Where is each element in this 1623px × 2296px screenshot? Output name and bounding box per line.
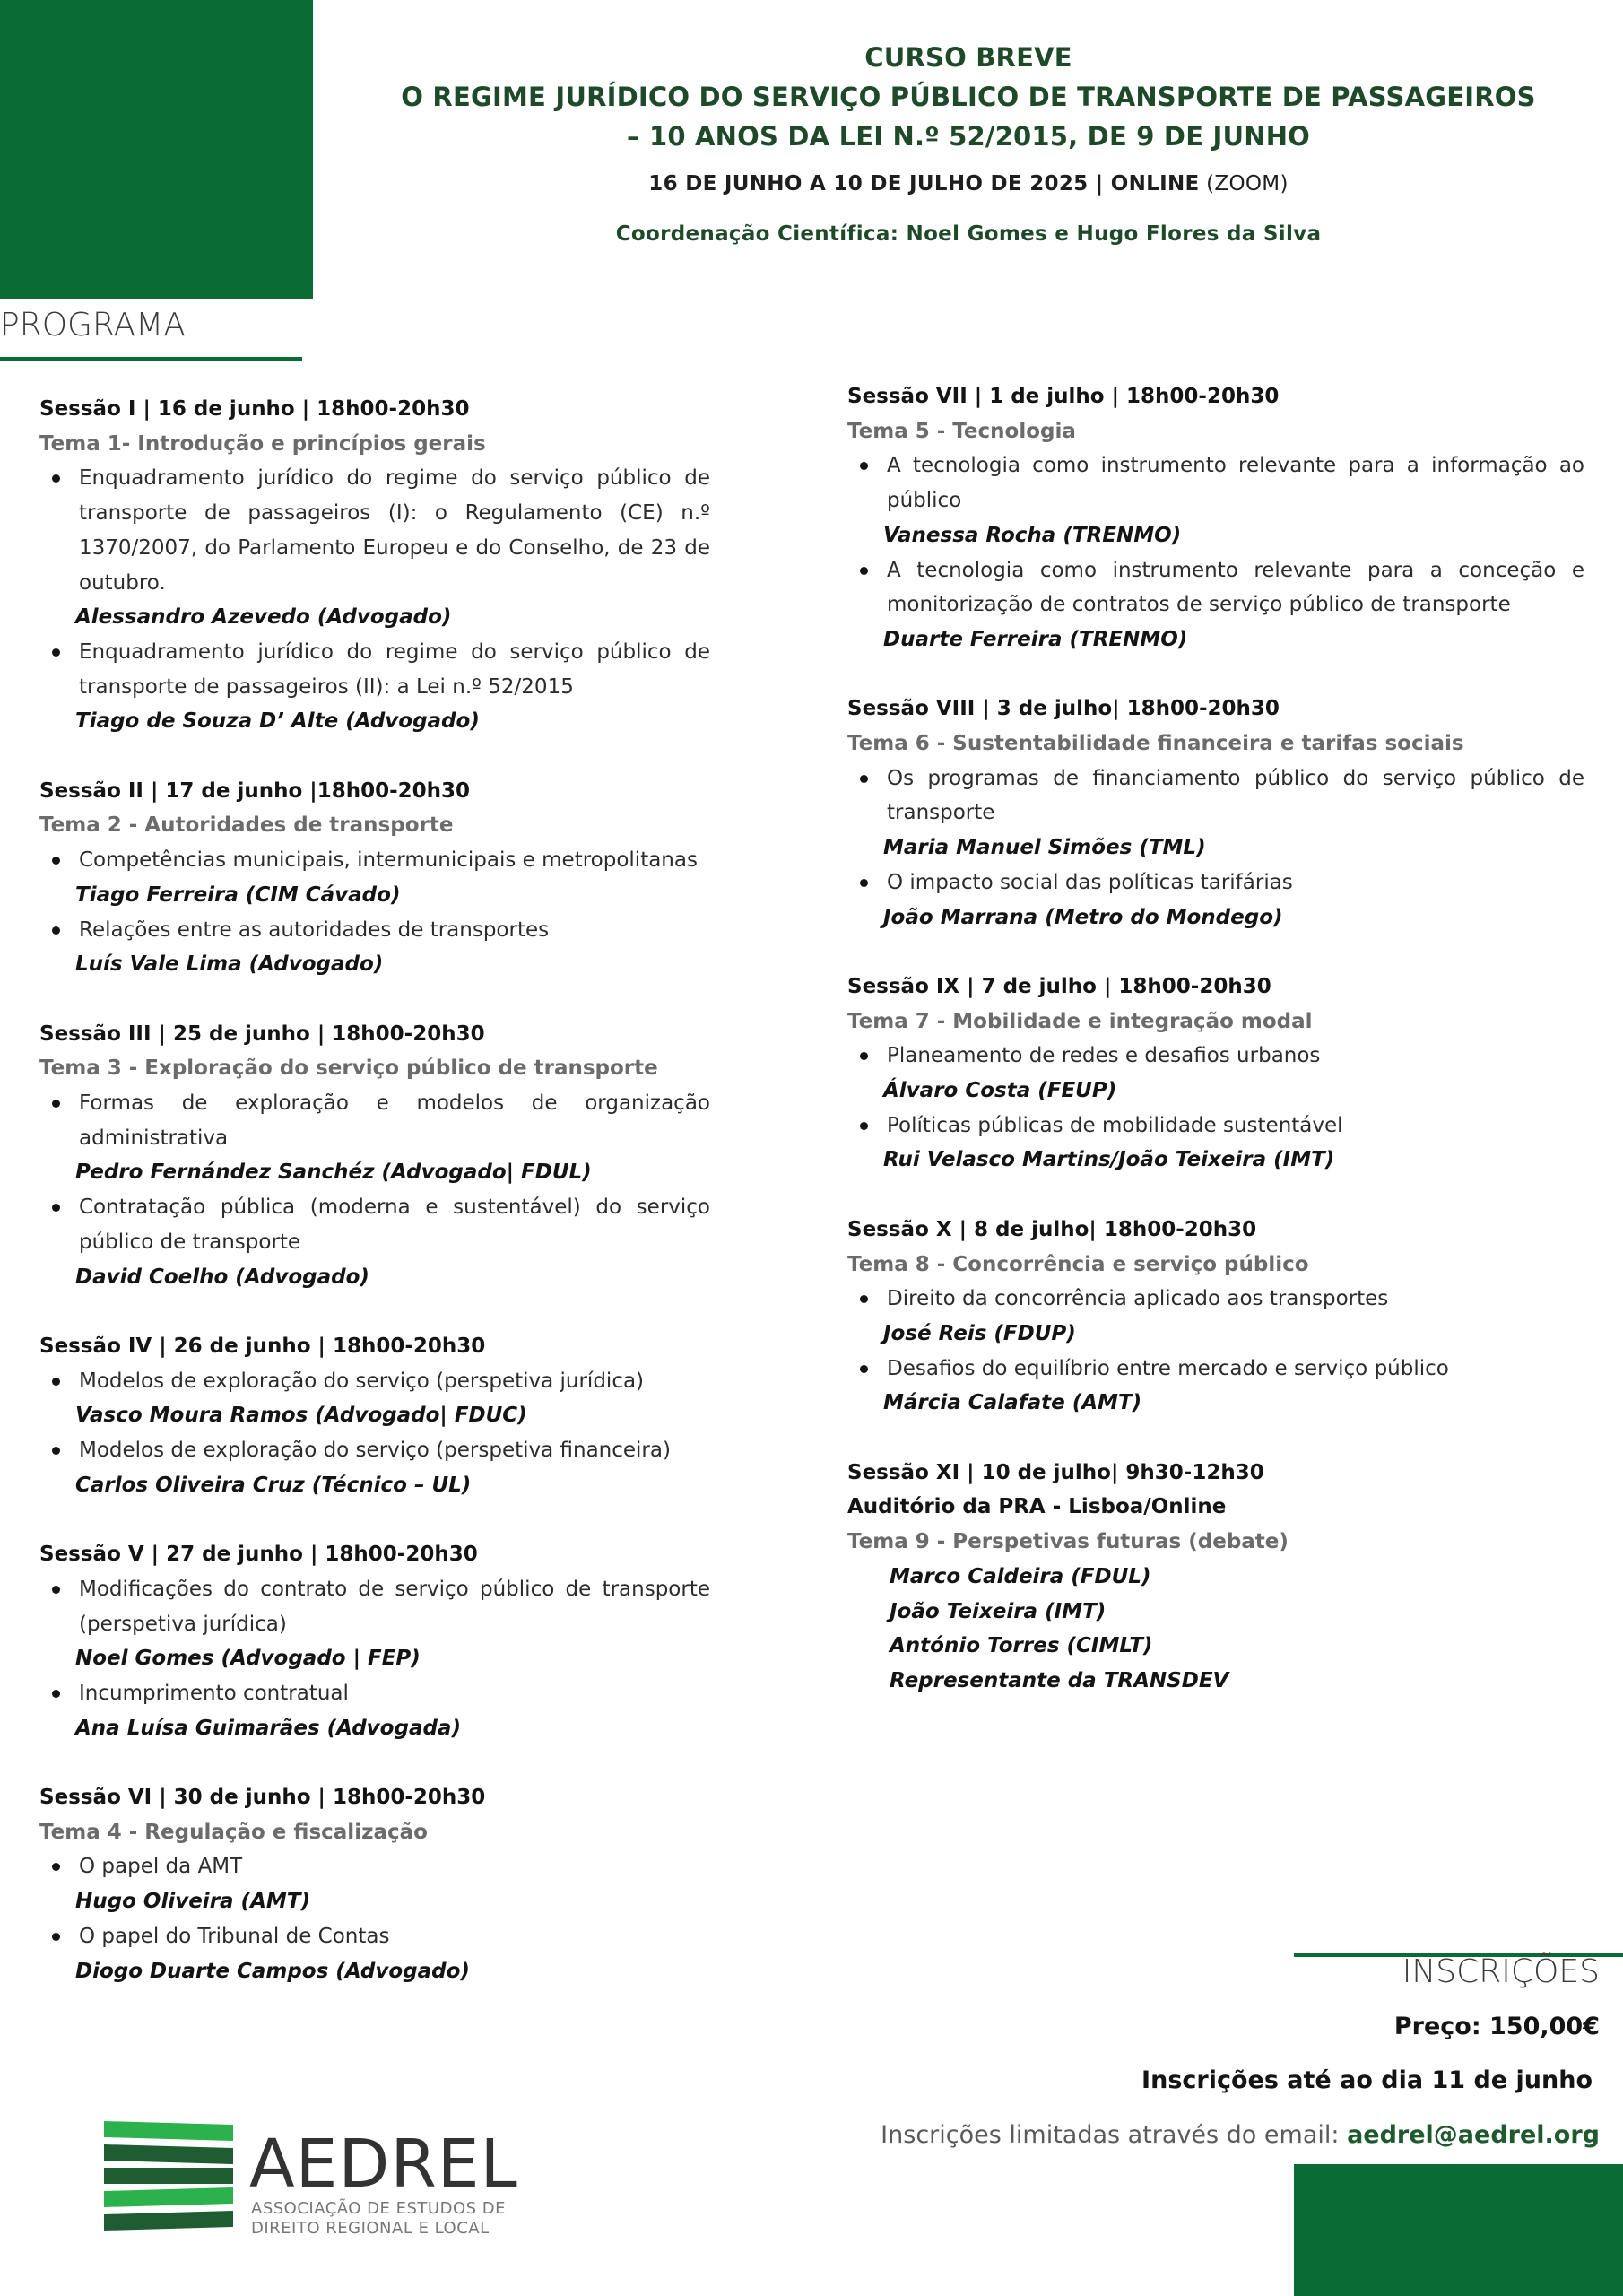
- session-theme: Tema 9 - Perspetivas futuras (debate): [847, 1530, 1289, 1554]
- talk-speaker: Tiago de Souza D’ Alte (Advogado): [75, 709, 480, 734]
- talk-speaker: Márcia Calafate (AMT): [883, 1391, 1142, 1415]
- program-left-column: [39, 392, 710, 2023]
- talk-topic: Os programas de financiamento público do serviço público de transporte: [847, 761, 1584, 831]
- debate-speaker: Marco Caldeira (FDUL): [890, 1564, 1151, 1588]
- debate-speaker: Representante da TRANSDEV: [890, 1668, 1229, 1692]
- session-block: [39, 1780, 710, 1988]
- session-block: [39, 392, 710, 739]
- session-venue: Auditório da PRA - Lisboa/Online: [847, 1495, 1227, 1519]
- talk-speaker: Noel Gomes (Advogado | FEP): [75, 1647, 421, 1671]
- session-theme: Tema 4 - Regulação e fiscalização: [39, 1820, 428, 1844]
- debate-speaker: João Teixeira (IMT): [890, 1599, 1107, 1623]
- talk-topic: Planeamento de redes e desafios urbanos: [847, 1039, 1584, 1074]
- session-theme: Tema 8 - Concorrência e serviço público: [847, 1252, 1309, 1276]
- talk-topic: Relações entre as autoridades de transportes: [39, 913, 710, 948]
- talk-speaker: Diogo Duarte Campos (Advogado): [75, 1959, 470, 1983]
- talk-speaker: Ana Luísa Guimarães (Advogada): [75, 1716, 461, 1740]
- session-block: [847, 1213, 1584, 1421]
- talk-speaker: Luís Vale Lima (Advogado): [75, 952, 384, 977]
- talk-topic: Modificações do contrato de serviço público de transporte (perspetiva jurídica): [39, 1572, 710, 1641]
- talk-topic: Enquadramento jurídico do regime do serviço público de transporte de passageiros (I): o Regulamento (CE) n.º 1370/2007, do Parlamento Europeu e do Conselho, de 23 de outubro.: [39, 461, 710, 600]
- course-dates-platform: (ZOOM): [1199, 172, 1289, 196]
- session-block: [39, 1537, 710, 1745]
- session-title: Sessão V | 27 de junho | 18h00-20h30: [39, 1543, 478, 1567]
- logo-wordmark: AEDREL: [249, 2126, 518, 2203]
- coordination-label: Coordenação Científica:: [615, 222, 899, 246]
- session-title: Sessão VI | 30 de junho | 18h00-20h30: [39, 1786, 486, 1810]
- inscricoes-heading: INSCRIÇÕES: [1402, 1953, 1600, 1990]
- session-theme: Tema 3 - Exploração do serviço público de transporte: [39, 1057, 658, 1081]
- session-block: [847, 379, 1584, 657]
- talk-speaker: Alessandro Azevedo (Advogado): [75, 605, 452, 630]
- talk-speaker: Carlos Oliveira Cruz (Técnico – UL): [75, 1473, 472, 1497]
- talk-speaker: David Coelho (Advogado): [75, 1265, 369, 1289]
- aedrel-logo-stripes-icon: [104, 2121, 239, 2238]
- talk-topic: Competências municipais, intermunicipais e metropolitanas: [39, 843, 710, 878]
- talk-topic: Formas de exploração e modelos de organização administrativa: [39, 1086, 710, 1155]
- logo-subtitle-line: DIREITO REGIONAL E LOCAL: [251, 2219, 490, 2238]
- talk-speaker: José Reis (FDUP): [883, 1321, 1076, 1345]
- session-title: Sessão III | 25 de junho | 18h00-20h30: [39, 1022, 485, 1046]
- session-title: Sessão IV | 26 de junho | 18h00-20h30: [39, 1334, 486, 1358]
- registration-email-line: [881, 2121, 1600, 2149]
- session-block: [847, 691, 1584, 935]
- talk-speaker: Pedro Fernández Sanchéz (Advogado| FDUL): [75, 1161, 592, 1185]
- program-right-column: [847, 379, 1584, 1733]
- session-block: [39, 1329, 710, 1503]
- talk-topic: Incumprimento contratual: [39, 1676, 710, 1711]
- registration-price: Preço: 150,00€: [1393, 2013, 1600, 2040]
- session-block: [39, 1017, 710, 1295]
- session-title: Sessão I | 16 de junho | 18h00-20h30: [39, 397, 470, 421]
- talk-speaker: Vanessa Rocha (TRENMO): [883, 523, 1182, 547]
- talk-speaker: Maria Manuel Simões (TML): [883, 836, 1206, 860]
- programa-heading: PROGRAMA: [0, 307, 186, 344]
- course-subtitle: – 10 ANOS DA LEI N.º 52/2015, DE 9 DE JUNHO: [626, 121, 1311, 152]
- logo-subtitle: [251, 2199, 506, 2239]
- aedrel-logo: [104, 2121, 518, 2238]
- course-type: CURSO BREVE: [864, 42, 1072, 73]
- course-dates: [341, 172, 1596, 196]
- session-block-final: [847, 1456, 1584, 1699]
- session-theme: Tema 2 - Autoridades de transporte: [39, 813, 454, 838]
- talk-topic: A tecnologia como instrumento relevante para a conceção e monitorização de contratos de serviço público de transporte: [847, 553, 1584, 622]
- coordination-names: Noel Gomes e Hugo Flores da Silva: [898, 222, 1322, 246]
- talk-topic: O papel do Tribunal de Contas: [39, 1919, 710, 1954]
- session-theme: Tema 6 - Sustentabilidade financeira e tarifas sociais: [847, 732, 1464, 756]
- talk-topic: Desafios do equilíbrio entre mercado e serviço público: [847, 1352, 1584, 1387]
- talk-speaker: Tiago Ferreira (CIM Cávado): [75, 883, 401, 907]
- session-title: Sessão VIII | 3 de julho| 18h00-20h30: [847, 697, 1280, 721]
- programa-divider: [0, 357, 302, 361]
- session-theme: Tema 5 - Tecnologia: [847, 419, 1076, 443]
- session-title: Sessão XI | 10 de julho| 9h30-12h30: [847, 1460, 1264, 1484]
- session-theme: Tema 7 - Mobilidade e integração modal: [847, 1009, 1313, 1033]
- talk-speaker: João Marrana (Metro do Mondego): [883, 905, 1283, 929]
- scientific-coordination: [341, 222, 1596, 246]
- session-title: Sessão II | 17 de junho |18h00-20h30: [39, 778, 471, 803]
- course-title: O REGIME JURÍDICO DO SERVIÇO PÚBLICO DE TRANSPORTE DE PASSAGEIROS: [401, 82, 1536, 112]
- decorative-green-block-bottom: [1294, 2164, 1623, 2296]
- talk-topic: A tecnologia como instrumento relevante para a informação ao público: [847, 448, 1584, 517]
- talk-speaker: Duarte Ferreira (TRENMO): [883, 627, 1188, 651]
- registration-email-label: Inscrições limitadas através do email:: [881, 2121, 1348, 2149]
- debate-speaker: António Torres (CIMLT): [890, 1634, 1153, 1658]
- session-theme: Tema 1- Introdução e princípios gerais: [39, 431, 486, 456]
- session-title: Sessão X | 8 de julho| 18h00-20h30: [847, 1217, 1257, 1241]
- session-title: Sessão VII | 1 de julho | 18h00-20h30: [847, 385, 1280, 408]
- course-dates-main: 16 DE JUNHO A 10 DE JULHO DE 2025 | ONLINE: [648, 172, 1200, 196]
- talk-topic: O papel da AMT: [39, 1849, 710, 1884]
- session-block: [847, 970, 1584, 1178]
- talk-topic: Modelos de exploração do serviço (perspetiva jurídica): [39, 1364, 710, 1399]
- session-block: [39, 774, 710, 982]
- registration-deadline: Inscrições até ao dia 11 de junho: [1141, 2066, 1593, 2094]
- talk-speaker: Vasco Moura Ramos (Advogado| FDUC): [75, 1404, 527, 1428]
- talk-speaker: Álvaro Costa (FEUP): [883, 1079, 1117, 1103]
- decorative-green-block-top: [0, 0, 313, 299]
- talk-speaker: Hugo Oliveira (AMT): [75, 1890, 310, 1914]
- talk-topic: Modelos de exploração do serviço (perspetiva financeira): [39, 1433, 710, 1468]
- talk-topic: Contratação pública (moderna e sustentável) do serviço público de transporte: [39, 1190, 710, 1259]
- talk-speaker: Rui Velasco Martins/João Teixeira (IMT): [883, 1148, 1335, 1172]
- talk-topic: Enquadramento jurídico do regime do serviço público de transporte de passageiros (II): a Lei n.º 52/2015: [39, 635, 710, 704]
- session-title: Sessão IX | 7 de julho | 18h00-20h30: [847, 974, 1271, 998]
- talk-topic: Direito da concorrência aplicado aos transportes: [847, 1282, 1584, 1317]
- talk-topic: O impacto social das políticas tarifárias: [847, 865, 1584, 900]
- document-header: [341, 38, 1596, 246]
- registration-email-link[interactable]: aedrel@aedrel.org: [1347, 2121, 1600, 2149]
- logo-subtitle-line: ASSOCIAÇÃO DE ESTUDOS DE: [251, 2199, 506, 2218]
- talk-topic: Políticas públicas de mobilidade sustentável: [847, 1109, 1584, 1144]
